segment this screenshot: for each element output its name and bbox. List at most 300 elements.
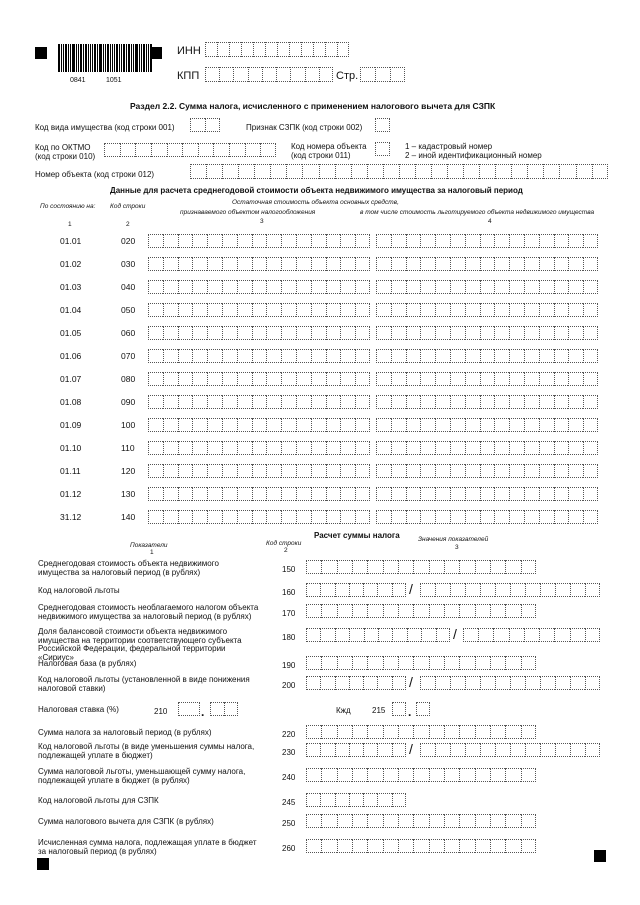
cell[interactable] (219, 67, 233, 82)
cell[interactable] (306, 583, 320, 597)
oktmo-field[interactable] (104, 143, 276, 157)
cell[interactable] (583, 372, 598, 386)
cell[interactable] (505, 814, 520, 828)
page-field[interactable] (360, 67, 405, 82)
cell[interactable] (406, 464, 421, 478)
cell[interactable] (326, 349, 341, 363)
cell[interactable] (252, 234, 267, 248)
cell[interactable] (420, 234, 435, 248)
cell[interactable] (355, 257, 370, 271)
cell[interactable] (509, 372, 524, 386)
cell[interactable] (480, 510, 495, 524)
cell[interactable] (475, 656, 490, 670)
cell[interactable] (290, 67, 304, 82)
cell[interactable] (213, 143, 229, 157)
cell[interactable] (480, 257, 495, 271)
cell[interactable] (539, 487, 554, 501)
cell[interactable] (337, 725, 352, 739)
residual-value-field[interactable] (148, 349, 370, 363)
cell[interactable] (266, 372, 281, 386)
cell[interactable] (539, 464, 554, 478)
cell[interactable] (568, 464, 583, 478)
cell[interactable] (305, 67, 319, 82)
cell[interactable] (192, 395, 207, 409)
cell[interactable] (459, 656, 474, 670)
cell[interactable] (435, 303, 450, 317)
cell[interactable] (233, 67, 247, 82)
cell[interactable] (352, 768, 367, 782)
cell[interactable] (192, 326, 207, 340)
cell[interactable] (524, 628, 539, 642)
cell[interactable] (539, 303, 554, 317)
cell[interactable] (398, 725, 413, 739)
cell[interactable] (178, 326, 193, 340)
cell[interactable] (222, 326, 237, 340)
cell[interactable] (148, 372, 163, 386)
value-field[interactable] (306, 768, 536, 782)
cell[interactable] (376, 257, 391, 271)
cell[interactable] (585, 583, 600, 597)
cell[interactable] (266, 303, 281, 317)
cell[interactable] (326, 372, 341, 386)
cell[interactable] (320, 743, 334, 757)
cell[interactable] (205, 67, 219, 82)
cell[interactable] (444, 604, 459, 618)
cell[interactable] (435, 743, 450, 757)
cell[interactable] (306, 656, 321, 670)
cell[interactable] (465, 441, 480, 455)
cell[interactable] (459, 560, 474, 574)
cell[interactable] (592, 164, 608, 179)
cell[interactable] (490, 839, 505, 853)
cell[interactable] (375, 118, 390, 132)
cell[interactable] (524, 441, 539, 455)
cell[interactable] (568, 372, 583, 386)
cell[interactable] (340, 257, 355, 271)
cell[interactable] (321, 768, 336, 782)
cell[interactable] (296, 372, 311, 386)
cell[interactable] (413, 768, 428, 782)
cell[interactable] (321, 656, 336, 670)
cell[interactable] (459, 604, 474, 618)
cell[interactable] (465, 510, 480, 524)
cell[interactable] (306, 793, 320, 807)
privileged-value-field[interactable] (376, 372, 598, 386)
cell[interactable] (521, 560, 536, 574)
cell[interactable] (326, 234, 341, 248)
cell[interactable] (163, 510, 178, 524)
cell[interactable] (375, 67, 390, 82)
cell[interactable] (465, 234, 480, 248)
residual-value-field[interactable] (148, 395, 370, 409)
cell[interactable] (281, 303, 296, 317)
cell[interactable] (429, 814, 444, 828)
cell[interactable] (383, 814, 398, 828)
cell[interactable] (205, 42, 217, 57)
cell[interactable] (192, 257, 207, 271)
cell[interactable] (252, 510, 267, 524)
cell[interactable] (465, 326, 480, 340)
cell[interactable] (416, 702, 430, 716)
cell[interactable] (524, 349, 539, 363)
cell[interactable] (539, 395, 554, 409)
cell[interactable] (398, 839, 413, 853)
cell[interactable] (296, 326, 311, 340)
cell[interactable] (465, 743, 480, 757)
cell[interactable] (207, 395, 222, 409)
cell[interactable] (406, 303, 421, 317)
cell[interactable] (435, 464, 450, 478)
cell[interactable] (222, 372, 237, 386)
cell[interactable] (539, 418, 554, 432)
cell[interactable] (340, 234, 355, 248)
cell[interactable] (340, 418, 355, 432)
cell[interactable] (376, 418, 391, 432)
cell[interactable] (376, 303, 391, 317)
tax-rate-frac-field[interactable] (210, 702, 238, 716)
cell[interactable] (494, 418, 509, 432)
cell[interactable] (555, 676, 570, 690)
cell[interactable] (521, 656, 536, 670)
cell[interactable] (391, 326, 406, 340)
cell[interactable] (420, 441, 435, 455)
cell[interactable] (525, 676, 540, 690)
cell[interactable] (420, 464, 435, 478)
cell[interactable] (151, 143, 167, 157)
cell[interactable] (383, 839, 398, 853)
cell[interactable] (207, 441, 222, 455)
cell[interactable] (450, 234, 465, 248)
cell[interactable] (349, 743, 363, 757)
cell[interactable] (444, 814, 459, 828)
privileged-value-field[interactable] (376, 418, 598, 432)
cell[interactable] (311, 303, 326, 317)
cell[interactable] (490, 814, 505, 828)
cell[interactable] (178, 303, 193, 317)
cell[interactable] (163, 303, 178, 317)
cell[interactable] (377, 583, 391, 597)
cell[interactable] (352, 560, 367, 574)
cell[interactable] (352, 839, 367, 853)
cell[interactable] (554, 510, 569, 524)
cell[interactable] (178, 280, 193, 294)
cell[interactable] (406, 326, 421, 340)
cell[interactable] (392, 743, 406, 757)
cell[interactable] (337, 604, 352, 618)
cell[interactable] (254, 164, 270, 179)
cell[interactable] (431, 164, 447, 179)
cell[interactable] (509, 349, 524, 363)
cell[interactable] (539, 510, 554, 524)
cell[interactable] (301, 42, 313, 57)
cell[interactable] (222, 164, 238, 179)
cell[interactable] (524, 326, 539, 340)
cell[interactable] (222, 464, 237, 478)
benefit-code-field[interactable] (420, 583, 600, 597)
cell[interactable] (367, 560, 382, 574)
cell[interactable] (383, 604, 398, 618)
cell[interactable] (391, 464, 406, 478)
cell[interactable] (475, 604, 490, 618)
value-field[interactable] (306, 560, 536, 574)
cell[interactable] (480, 234, 495, 248)
cell[interactable] (505, 560, 520, 574)
cell[interactable] (313, 42, 325, 57)
cell[interactable] (163, 487, 178, 501)
cell[interactable] (281, 280, 296, 294)
cell[interactable] (266, 326, 281, 340)
cell[interactable] (237, 487, 252, 501)
cell[interactable] (510, 583, 525, 597)
cell[interactable] (413, 604, 428, 618)
cell[interactable] (349, 676, 363, 690)
cell[interactable] (421, 628, 435, 642)
cell[interactable] (320, 628, 334, 642)
cell[interactable] (406, 349, 421, 363)
cell[interactable] (306, 725, 321, 739)
cell[interactable] (163, 280, 178, 294)
cell[interactable] (253, 42, 265, 57)
cell[interactable] (252, 257, 267, 271)
cell[interactable] (207, 257, 222, 271)
cell[interactable] (224, 702, 238, 716)
cell[interactable] (321, 725, 336, 739)
cell[interactable] (296, 510, 311, 524)
cell[interactable] (570, 676, 585, 690)
cell[interactable] (435, 257, 450, 271)
cell[interactable] (367, 164, 383, 179)
cell[interactable] (480, 487, 495, 501)
cell[interactable] (206, 164, 222, 179)
cell[interactable] (429, 725, 444, 739)
cell[interactable] (319, 164, 335, 179)
cell[interactable] (207, 280, 222, 294)
cell[interactable] (555, 583, 570, 597)
cell[interactable] (326, 510, 341, 524)
cell[interactable] (429, 560, 444, 574)
cell[interactable] (192, 372, 207, 386)
cell[interactable] (459, 839, 474, 853)
cell[interactable] (509, 257, 524, 271)
cell[interactable] (319, 67, 333, 82)
cell[interactable] (554, 326, 569, 340)
cell[interactable] (391, 487, 406, 501)
cell[interactable] (237, 441, 252, 455)
cell[interactable] (447, 164, 463, 179)
cell[interactable] (178, 510, 193, 524)
cell[interactable] (540, 743, 555, 757)
privileged-value-field[interactable] (376, 395, 598, 409)
cell[interactable] (296, 280, 311, 294)
cell[interactable] (178, 464, 193, 478)
share-numerator-field[interactable] (306, 628, 450, 642)
cell[interactable] (383, 768, 398, 782)
cell[interactable] (252, 372, 267, 386)
cell[interactable] (326, 418, 341, 432)
cell[interactable] (364, 628, 378, 642)
cell[interactable] (478, 628, 493, 642)
cell[interactable] (355, 395, 370, 409)
cell[interactable] (192, 303, 207, 317)
cell[interactable] (450, 743, 465, 757)
residual-value-field[interactable] (148, 418, 370, 432)
privileged-value-field[interactable] (376, 280, 598, 294)
cell[interactable] (337, 42, 349, 57)
kzhd-int-field[interactable] (392, 702, 406, 716)
cell[interactable] (266, 234, 281, 248)
cell[interactable] (163, 349, 178, 363)
cell[interactable] (576, 164, 592, 179)
cell[interactable] (326, 303, 341, 317)
residual-value-field[interactable] (148, 326, 370, 340)
cell[interactable] (355, 372, 370, 386)
cell[interactable] (311, 349, 326, 363)
cell[interactable] (311, 372, 326, 386)
cell[interactable] (459, 725, 474, 739)
cell[interactable] (505, 604, 520, 618)
cell[interactable] (450, 487, 465, 501)
cell[interactable] (420, 280, 435, 294)
cell[interactable] (398, 560, 413, 574)
cell[interactable] (444, 656, 459, 670)
cell[interactable] (363, 676, 377, 690)
cell[interactable] (524, 257, 539, 271)
cell[interactable] (475, 560, 490, 574)
cell[interactable] (340, 395, 355, 409)
cell[interactable] (306, 676, 320, 690)
cell[interactable] (222, 349, 237, 363)
cell[interactable] (509, 326, 524, 340)
cell[interactable] (524, 372, 539, 386)
cell[interactable] (494, 349, 509, 363)
cell[interactable] (266, 395, 281, 409)
cell[interactable] (296, 395, 311, 409)
privileged-value-field[interactable] (376, 303, 598, 317)
cell[interactable] (163, 464, 178, 478)
value-field[interactable] (306, 839, 536, 853)
cell[interactable] (495, 164, 511, 179)
cell[interactable] (178, 487, 193, 501)
cell[interactable] (391, 372, 406, 386)
cell[interactable] (167, 143, 183, 157)
cell[interactable] (495, 676, 510, 690)
cell[interactable] (524, 487, 539, 501)
cell[interactable] (494, 326, 509, 340)
cell[interactable] (245, 143, 261, 157)
cell[interactable] (265, 42, 277, 57)
cell[interactable] (266, 349, 281, 363)
cell[interactable] (207, 303, 222, 317)
cell[interactable] (480, 349, 495, 363)
cell[interactable] (355, 487, 370, 501)
cell[interactable] (554, 349, 569, 363)
cell[interactable] (178, 234, 193, 248)
cell[interactable] (391, 349, 406, 363)
cell[interactable] (281, 234, 296, 248)
cell[interactable] (281, 257, 296, 271)
cell[interactable] (450, 676, 465, 690)
cell[interactable] (435, 676, 450, 690)
cell[interactable] (192, 441, 207, 455)
cell[interactable] (435, 372, 450, 386)
cell[interactable] (192, 487, 207, 501)
cell[interactable] (429, 839, 444, 853)
cell[interactable] (568, 280, 583, 294)
cell[interactable] (554, 418, 569, 432)
cell[interactable] (363, 793, 377, 807)
cell[interactable] (392, 793, 406, 807)
value-field[interactable] (306, 656, 536, 670)
cell[interactable] (510, 743, 525, 757)
cell[interactable] (391, 257, 406, 271)
cell[interactable] (296, 349, 311, 363)
cell[interactable] (340, 487, 355, 501)
cell[interactable] (490, 725, 505, 739)
privileged-value-field[interactable] (376, 349, 598, 363)
cell[interactable] (391, 303, 406, 317)
cell[interactable] (178, 702, 200, 716)
cell[interactable] (521, 725, 536, 739)
cell[interactable] (376, 280, 391, 294)
property-code-field[interactable] (190, 118, 220, 132)
cell[interactable] (277, 42, 289, 57)
residual-value-field[interactable] (148, 510, 370, 524)
cell[interactable] (355, 280, 370, 294)
cell[interactable] (352, 604, 367, 618)
cell[interactable] (281, 510, 296, 524)
cell[interactable] (494, 234, 509, 248)
cell[interactable] (383, 656, 398, 670)
cell[interactable] (192, 464, 207, 478)
cell[interactable] (163, 441, 178, 455)
cell[interactable] (509, 280, 524, 294)
cell[interactable] (490, 560, 505, 574)
cell[interactable] (375, 142, 390, 156)
cell[interactable] (465, 280, 480, 294)
cell[interactable] (351, 164, 367, 179)
cell[interactable] (281, 441, 296, 455)
cell[interactable] (436, 628, 450, 642)
cell[interactable] (306, 743, 320, 757)
cell[interactable] (120, 143, 136, 157)
cell[interactable] (355, 326, 370, 340)
cell[interactable] (376, 349, 391, 363)
cell[interactable] (320, 793, 334, 807)
cell[interactable] (463, 164, 479, 179)
cell[interactable] (568, 395, 583, 409)
cell[interactable] (207, 372, 222, 386)
cell[interactable] (252, 487, 267, 501)
cell[interactable] (222, 280, 237, 294)
cell[interactable] (222, 510, 237, 524)
cell[interactable] (190, 164, 206, 179)
cell[interactable] (465, 349, 480, 363)
cell[interactable] (509, 464, 524, 478)
cell[interactable] (539, 257, 554, 271)
cell[interactable] (435, 280, 450, 294)
cell[interactable] (148, 418, 163, 432)
cell[interactable] (450, 326, 465, 340)
cell[interactable] (525, 583, 540, 597)
cell[interactable] (490, 604, 505, 618)
cell[interactable] (148, 303, 163, 317)
cell[interactable] (509, 234, 524, 248)
cell[interactable] (222, 234, 237, 248)
cell[interactable] (148, 510, 163, 524)
cell[interactable] (509, 441, 524, 455)
cell[interactable] (525, 743, 540, 757)
cell[interactable] (340, 510, 355, 524)
